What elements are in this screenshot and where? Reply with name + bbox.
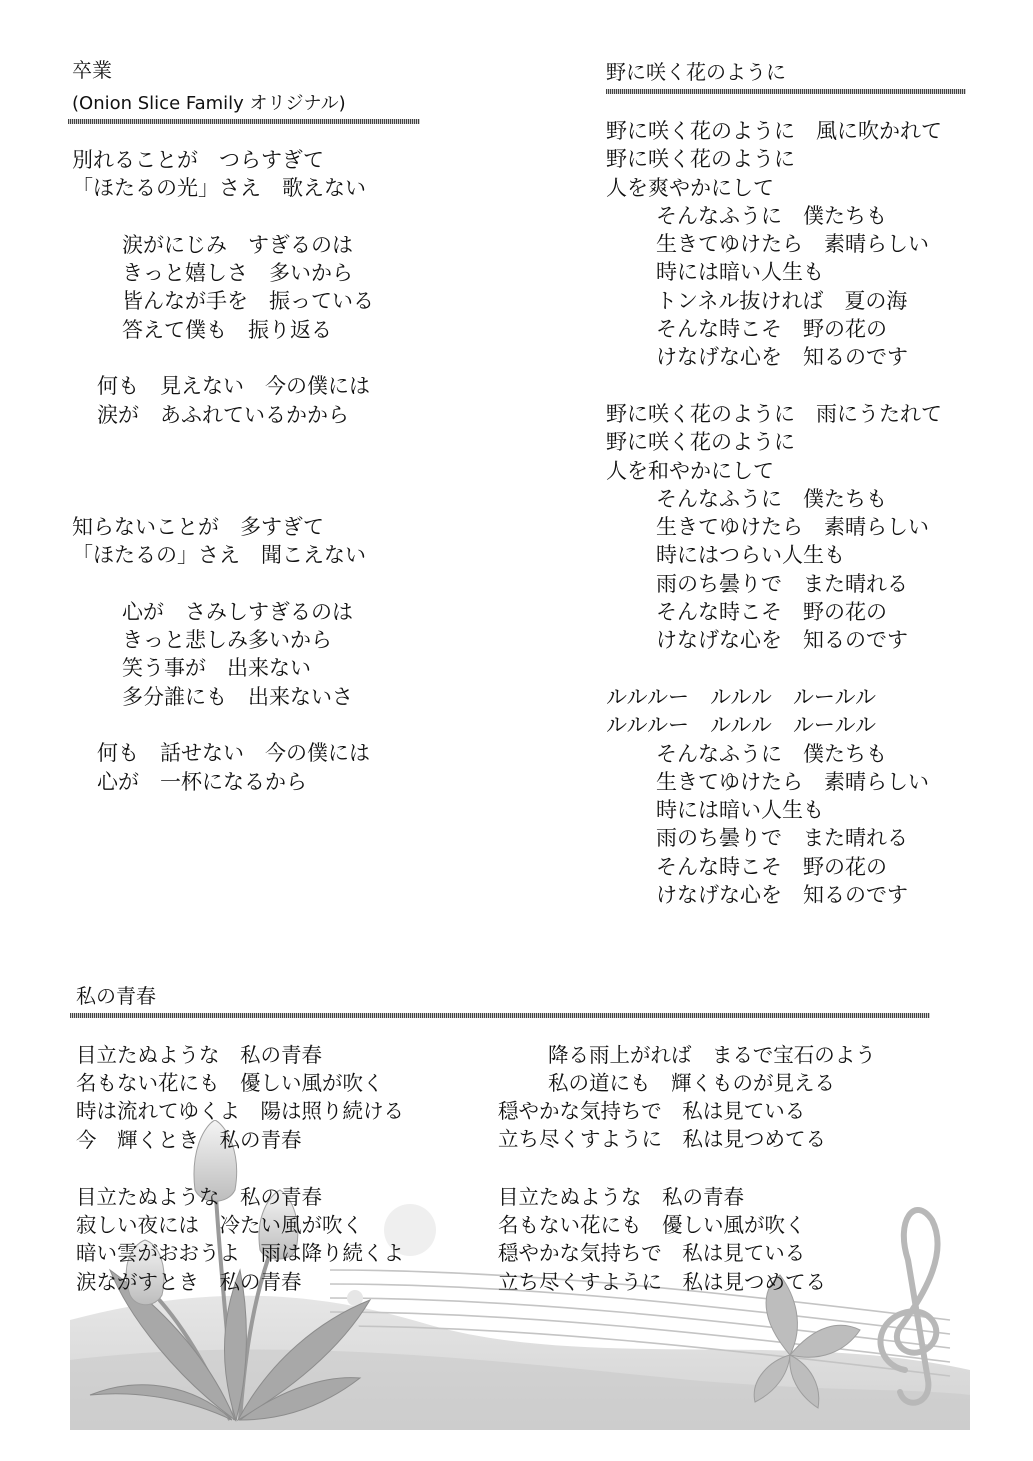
lyric-line: 時にはつらい人生も [656,543,845,568]
lyric-line: 時は流れてゆくよ 陽は照り続ける [76,1099,404,1124]
lyric-line: トンネル抜ければ 夏の海 [656,288,908,313]
lyric-line: けなげな心を 知るのです [656,883,908,908]
lyric-line: 暗い雲がおおうよ 雨は降り続くよ [76,1241,404,1266]
lyric-line: 降る雨上がれば まるで宝石のよう [548,1043,876,1067]
song3-title-rule [70,1013,930,1018]
lyric-line: 穏やかな気持ちで 私は見ている [498,1241,806,1266]
lyric-line: きっと悲しみ多いから [122,628,332,653]
lyric-line: ルルルー ルルル ルールル [606,713,876,738]
lyric-line: 時には暗い人生も [656,260,824,285]
lyric-line: 野に咲く花のように [606,147,795,172]
lyric-line: けなげな心を 知るのです [656,345,908,370]
lyric-line: 人を爽やかにして [606,175,774,200]
lyric-line: 私の道にも 輝くものが見える [548,1071,835,1096]
lyric-line: 別れることが つらすぎて [72,148,324,172]
song3-lyrics-right-2 [498,1183,826,1296]
lyric-line: 穏やかな気持ちで 私は見ている [498,1099,806,1123]
lyric-line: けなげな心を 知るのです [656,628,908,653]
lyric-line: 人を和やかにして [606,458,774,483]
lyric-line: 心が さみしすぎるのは [122,599,353,624]
lyric-line: 野に咲く花のように 雨にうたれて [606,401,942,426]
song1-title-rule [68,119,420,124]
lyric-line: 何も 話せない 今の僕には [97,741,370,766]
song1-lyrics [72,146,374,429]
lyric-line: 立ち尽くすように 私は見つめてる [498,1127,826,1152]
lyric-line: 名もない花にも 優しい風が吹く [76,1071,384,1096]
lyric-line: 目立たぬような 私の青春 [76,1043,322,1067]
song2-title-rule [606,89,966,94]
lyric-line: きっと嬉しさ 多いから [122,261,353,286]
lyric-line: 寂しい夜には 冷たい風が吹く [76,1213,363,1238]
lyric-line: そんなふうに 僕たちも [656,486,887,511]
song3-title: 私の青春 [76,984,156,1008]
lyric-line: そんな時こそ 野の花の [656,600,887,625]
lyric-line: そんな時こそ 野の花の [656,317,887,342]
lyric-line: 生きてゆけたら 素晴らしい [656,769,929,794]
song3-lyrics-left-1 [76,1041,404,1154]
lyric-line: 「ほたるの」さえ 聞こえない [72,543,366,568]
lyric-line: 生きてゆけたら 素晴らしい [656,232,929,257]
lyric-line: そんな時こそ 野の花の [656,854,887,879]
lyric-line: 答えて僕も 振り返る [122,317,332,342]
lyric-line: 目立たぬような 私の青春 [76,1185,322,1209]
lyric-line: 雨のち曇りで また晴れる [656,826,908,851]
lyric-line: 涙ながすとき 私の青春 [76,1269,302,1294]
lyric-line: 野に咲く花のように 風に吹かれて [606,119,942,143]
lyric-line: 野に咲く花のように [606,430,795,455]
lyric-line: 何も 見えない 今の僕には [97,374,370,399]
lyric-line: 生きてゆけたら 素晴らしい [656,515,929,540]
lyric-line: 雨のち曇りで また晴れる [656,571,908,596]
lyric-line: そんなふうに 僕たちも [656,741,887,766]
song2-title: 野に咲く花のように [606,60,786,84]
lyric-line: 名もない花にも 優しい風が吹く [498,1213,806,1238]
lyric-line: 涙がにじみ すぎるのは [122,232,353,257]
lyric-line: 時には暗い人生も [656,798,824,823]
lyric-line: ルルルー ルルル ルールル [606,684,876,709]
song1-title: 卒業 [72,58,112,82]
lyric-line: 立ち尽くすように 私は見つめてる [498,1269,826,1294]
lyric-line: 「ほたるの光」さえ 歌えない [72,176,366,201]
lyric-line: 笑う事が 出来ない [122,656,311,681]
lyric-line: 目立たぬような 私の青春 [498,1185,744,1209]
song2-lyrics [606,117,942,909]
song3-lyrics-right-1b [498,1097,826,1153]
lyric-line: 今 輝くとき 私の青春 [76,1127,302,1152]
song3-lyrics-right-1a [548,1041,876,1097]
lyric-line: 心が 一杯になるから [97,769,307,794]
lyric-line: 知らないことが 多すぎて [72,515,324,539]
lyric-line: 涙が あふれているかから [97,402,349,427]
song1-lyrics-verse2 [72,513,370,796]
song1-subtitle: (Onion Slice Family オリジナル) [72,93,346,114]
lyric-line: 皆んなが手を 振っている [122,289,374,314]
lyric-line: 多分誰にも 出来ないさ [122,684,353,709]
lyric-line: そんなふうに 僕たちも [656,203,887,228]
song3-lyrics-left-2 [76,1183,404,1296]
